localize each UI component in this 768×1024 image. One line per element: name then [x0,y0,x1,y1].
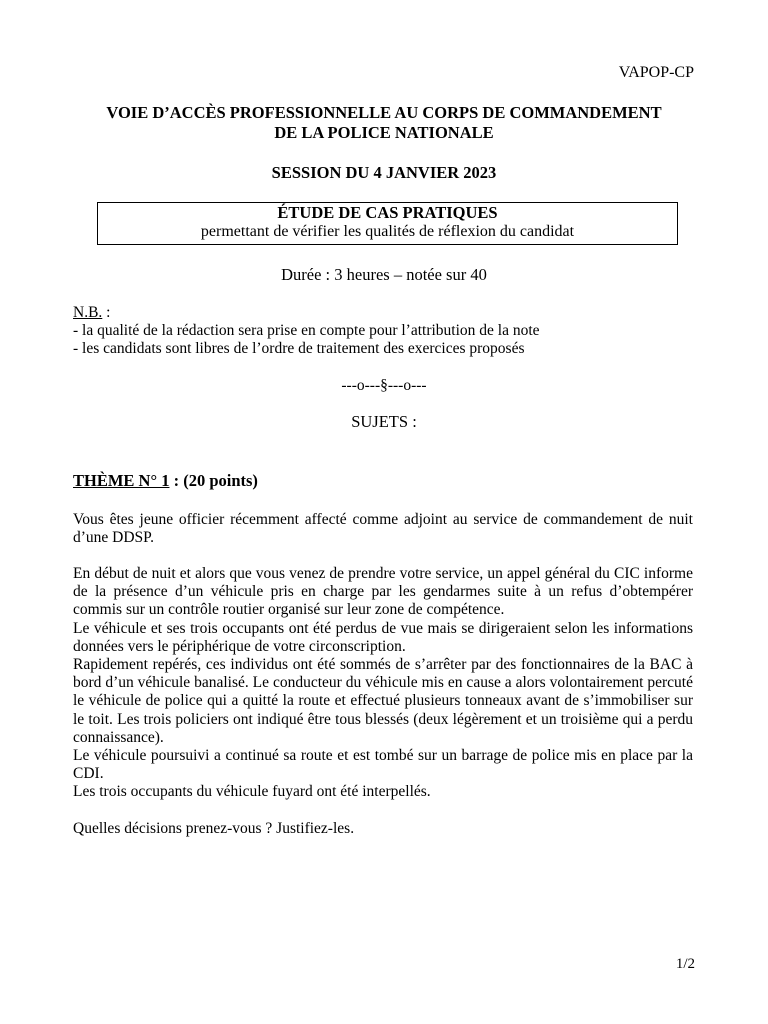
case-paragraph: En début de nuit et alors que vous venez de prendre votre service, un appel général du CIC informe de la présence d’un véhicule pris en charge par les gendarmes suite à un refus d’obtempérer commis sur un contrôle routier organisé sur leur zone de compétence. [73,565,693,619]
exam-type-subtitle: permettant de vérifier les qualités de réflexion du candidat [200,223,575,240]
nota-bene-item: - les candidats sont libres de l’ordre de traitement des exercices proposés [73,340,525,357]
nota-bene [73,304,540,358]
exam-type-box [97,202,678,245]
exam-title [60,103,708,143]
case-paragraph: Le véhicule et ses trois occupants ont été perdus de vue mais se dirigeraient selon les informations données vers le périphérique de votre circonscription. [73,619,693,655]
case-paragraph: Les trois occupants du véhicule fuyard ont été interpellés. [73,783,431,801]
question-paragraph [73,820,693,838]
case-description [73,565,693,802]
case-paragraph: Le véhicule poursuivi a continué sa route et est tombé sur un barrage de police mis en place par la CDI. [73,747,693,783]
exam-title-line-1: VOIE D’ACCÈS PROFESSIONNELLE AU CORPS DE COMMANDEMENT [106,103,662,122]
nota-bene-label: N.B. [73,304,103,321]
theme-heading [73,471,258,491]
subjects-heading: SUJETS : [351,412,417,431]
nota-bene-item: - la qualité de la rédaction sera prise en compte pour l’attribution de la note [73,322,540,339]
intro-text: Vous êtes jeune officier récemment affecté comme adjoint au service de commandement de nuit d’une DDSP. [73,511,693,547]
intro-paragraph [73,511,693,547]
theme-points: : (20 points) [169,471,258,490]
nota-bene-label-suffix: : [102,304,111,321]
document-reference: VAPOP-CP [618,64,694,81]
case-paragraph: Rapidement repérés, ces individus ont été sommés de s’arrêter par des fonctionnaires de la BAC à bord d’un véhicule banalisé. Le conducteur du véhicule mis en cause a alors volontairement percuté le véhicule de police qui a quitté la route et effectué plusieurs tonneaux avant de s’immobiliser sur le toit. Les trois policiers ont indiqué être tous blessés (deux légèrement et un troisième qui a perdu connaissance). [73,656,693,746]
nota-bene-heading [73,304,540,322]
exam-type-title: ÉTUDE DE CAS PRATIQUES [277,203,498,222]
question-text: Quelles décisions prenez-vous ? Justifiez-les. [73,820,355,837]
theme-label: THÈME N° 1 [73,471,170,490]
page-number: 1/2 [675,956,695,972]
section-separator: ---o---§---o--- [341,377,427,394]
exam-title-line-2: DE LA POLICE NATIONALE [274,123,494,142]
session-date: SESSION DU 4 JANVIER 2023 [271,163,497,182]
exam-duration: Durée : 3 heures – notée sur 40 [281,265,487,284]
